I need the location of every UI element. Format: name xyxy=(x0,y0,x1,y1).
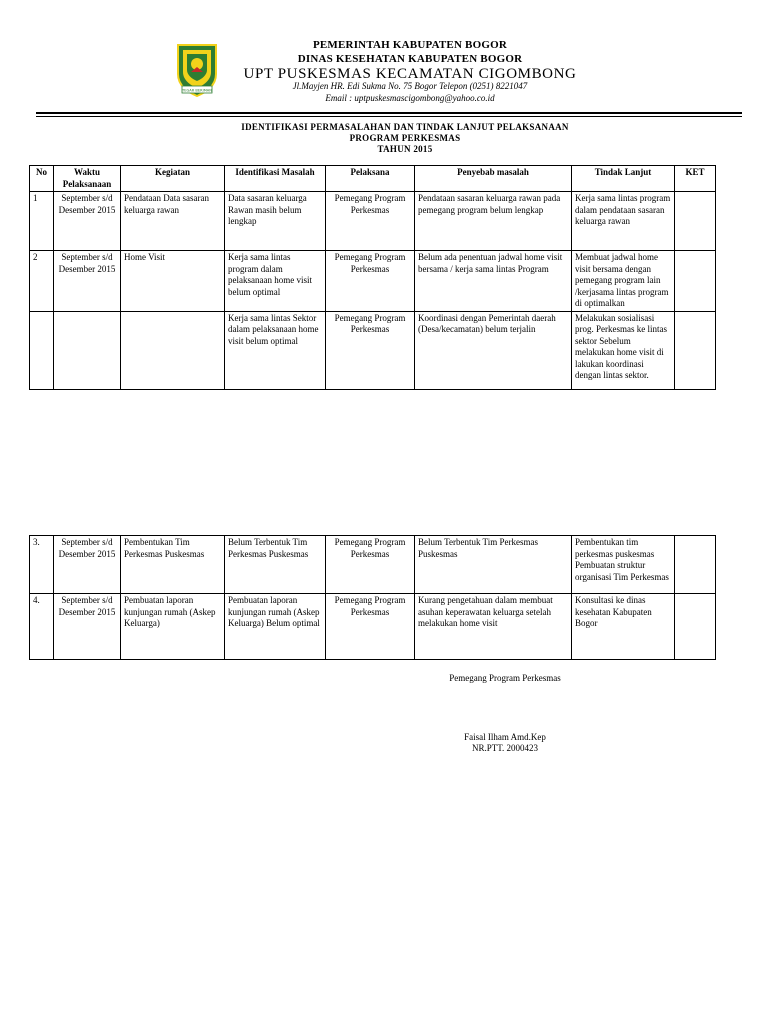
header-no: No xyxy=(30,166,54,192)
cell-kegiatan: Pembuatan laporan kunjungan rumah (Askep Keluarga) xyxy=(121,594,225,660)
problem-table-continued xyxy=(29,535,716,660)
cell-penyebab: Belum Terbentuk Tim Perkesmas Puskesmas xyxy=(415,536,572,594)
header-tindak-lanjut: Tindak Lanjut xyxy=(572,166,675,192)
cell-ket xyxy=(675,311,716,389)
header-identifikasi: Identifikasi Masalah xyxy=(225,166,326,192)
cell-penyebab: Belum ada penentuan jadwal home visit bersama / kerja sama lintas Program xyxy=(415,251,572,312)
logo-motto: TEGAR BERIMAN xyxy=(182,88,212,93)
document-year: TAHUN 2015 xyxy=(377,144,433,154)
document-subtitle: PROGRAM PERKESMAS xyxy=(349,133,461,143)
cell-no xyxy=(30,311,54,389)
cell-pelaksana: Pemegang Program Perkesmas xyxy=(326,192,415,251)
cell-tindak-lanjut: Membuat jadwal home visit bersama dengan pemegang program lain /kerjasama lintas program di optimalkan xyxy=(572,251,675,312)
table-row xyxy=(30,311,716,389)
letterhead-address: Jl.Mayjen HR. Edi Sukma No. 75 Bogor Telepon (0251) 8221047 xyxy=(292,81,528,91)
cell-waktu: September s/d Desember 2015 xyxy=(54,536,121,594)
cell-waktu: September s/d Desember 2015 xyxy=(54,251,121,312)
kabupaten-bogor-crest-icon xyxy=(174,42,220,98)
cell-kegiatan xyxy=(121,311,225,389)
cell-tindak-lanjut: Pembentukan tim perkesmas puskesmas Pembuatan struktur organisasi Tim Perkesmas xyxy=(572,536,675,594)
header-kegiatan: Kegiatan xyxy=(121,166,225,192)
cell-no: 1 xyxy=(30,192,54,251)
cell-no: 3. xyxy=(30,536,54,594)
header-waktu: Waktu Pelaksanaan xyxy=(54,166,121,192)
table-header-row xyxy=(30,166,716,192)
problem-table xyxy=(29,165,716,390)
cell-identifikasi: Belum Terbentuk Tim Perkesmas Puskesmas xyxy=(225,536,326,594)
cell-waktu: September s/d Desember 2015 xyxy=(54,192,121,251)
letterhead-line-2: DINAS KESEHATAN KABUPATEN BOGOR xyxy=(297,53,523,65)
letterhead-line-1: PEMERINTAH KABUPATEN BOGOR xyxy=(312,39,508,51)
cell-identifikasi: Kerja sama lintas Sektor dalam pelaksanaan home visit belum optimal xyxy=(225,311,326,389)
cell-pelaksana: Pemegang Program Perkesmas xyxy=(326,536,415,594)
cell-waktu xyxy=(54,311,121,389)
cell-penyebab: Kurang pengetahuan dalam membuat asuhan keperawatan keluarga setelah melakukan home visit xyxy=(415,594,572,660)
cell-pelaksana: Pemegang Program Perkesmas xyxy=(326,251,415,312)
cell-identifikasi: Data sasaran keluarga Rawan masih belum lengkap xyxy=(225,192,326,251)
cell-penyebab: Pendataan sasaran keluarga rawan pada pemegang program belum lengkap xyxy=(415,192,572,251)
table-row xyxy=(30,192,716,251)
cell-tindak-lanjut: Melakukan sosialisasi prog. Perkesmas ke lintas sektor Sebelum melakukan home visit di lakukan koordinasi dengan lintas sektor. xyxy=(572,311,675,389)
cell-ket xyxy=(675,594,716,660)
signature-nip: NR.PTT. 2000423 xyxy=(471,743,539,753)
signature-name: Faisal Ilham Amd.Kep xyxy=(464,732,546,742)
letterhead-institution: UPT PUSKESMAS KECAMATAN CIGOMBONG xyxy=(243,66,577,82)
cell-waktu: September s/d Desember 2015 xyxy=(54,594,121,660)
header-ket: KET xyxy=(675,166,716,192)
document-title: IDENTIFIKASI PERMASALAHAN DAN TINDAK LANJUT PELAKSANAAN xyxy=(241,122,569,132)
cell-kegiatan: Pendataan Data sasaran keluarga rawan xyxy=(121,192,225,251)
header-penyebab: Penyebab masalah xyxy=(415,166,572,192)
cell-identifikasi: Kerja sama lintas program dalam pelaksanaan home visit belum optimal xyxy=(225,251,326,312)
cell-ket xyxy=(675,536,716,594)
letterhead-rule-thin xyxy=(36,116,742,117)
cell-penyebab: Koordinasi dengan Pemerintah daerah (Desa/kecamatan) belum terjalin xyxy=(415,311,572,389)
cell-ket xyxy=(675,192,716,251)
table-row xyxy=(30,594,716,660)
cell-ket xyxy=(675,251,716,312)
letterhead-email: Email : uptpuskesmascigombong@yahoo.co.id xyxy=(325,93,495,103)
cell-pelaksana: Pemegang Program Perkesmas xyxy=(326,594,415,660)
cell-identifikasi: Pembuatan laporan kunjungan rumah (Askep Keluarga) Belum optimal xyxy=(225,594,326,660)
table-row xyxy=(30,251,716,312)
cell-tindak-lanjut: Konsultasi ke dinas kesehatan Kabupaten Bogor xyxy=(572,594,675,660)
signature-role: Pemegang Program Perkesmas xyxy=(449,673,561,683)
header-pelaksana: Pelaksana xyxy=(326,166,415,192)
table-row xyxy=(30,536,716,594)
letterhead-rule-thick xyxy=(36,112,742,114)
cell-pelaksana: Pemegang Program Perkesmas xyxy=(326,311,415,389)
cell-kegiatan: Home Visit xyxy=(121,251,225,312)
cell-no: 4. xyxy=(30,594,54,660)
cell-no: 2 xyxy=(30,251,54,312)
cell-kegiatan: Pembentukan Tim Perkesmas Puskesmas xyxy=(121,536,225,594)
cell-tindak-lanjut: Kerja sama lintas program dalam pendataan sasaran keluarga rawan xyxy=(572,192,675,251)
